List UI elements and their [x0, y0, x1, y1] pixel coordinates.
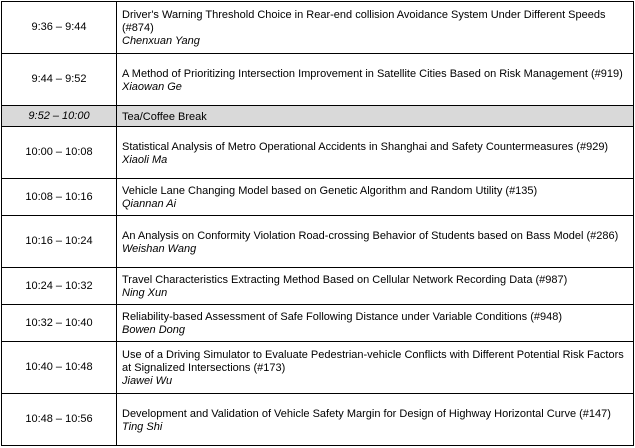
time-slot: 10:48 – 10:56 — [2, 394, 117, 446]
table-row — [2, 216, 634, 268]
table-row — [2, 394, 634, 446]
talk-title: Statistical Analysis of Metro Operational Accidents in Shanghai and Safety Countermeasures (#929) — [122, 140, 609, 153]
table-row — [2, 342, 634, 394]
table-row — [2, 2, 634, 54]
talk-title: Vehicle Lane Changing Model based on Genetic Algorithm and Random Utility (#135) — [122, 185, 538, 197]
talk-cell — [117, 2, 634, 54]
talk-author: Qiannan Ai — [122, 198, 177, 210]
talk-cell — [117, 179, 634, 216]
table-row — [2, 305, 634, 342]
time-slot: 9:36 – 9:44 — [2, 2, 117, 54]
break-row — [2, 106, 634, 127]
talk-cell — [117, 305, 634, 342]
talk-title: Driver's Warning Threshold Choice in Rear-end collision Avoidance System Under Different Speeds (#874) — [122, 9, 606, 34]
talk-author: Chenxuan Yang — [122, 35, 200, 47]
time-slot: 9:52 – 10:00 — [2, 106, 117, 127]
schedule-table — [1, 1, 634, 446]
talk-author: Jiawei Wu — [122, 375, 173, 387]
table-row — [2, 268, 634, 305]
talk-cell — [117, 268, 634, 305]
time-slot: 10:16 – 10:24 — [2, 216, 117, 268]
talk-title: A Method of Prioritizing Intersection Improvement in Satellite Cities Based on Risk Management (#919) — [122, 67, 623, 80]
talk-author: Ning Xun — [122, 287, 168, 299]
talk-author: Bowen Dong — [122, 324, 185, 336]
talk-title: Reliability-based Assessment of Safe Following Distance under Variable Conditions (#948) — [122, 311, 563, 323]
talk-title: Travel Characteristics Extracting Method Based on Cellular Network Recording Data (#987) — [122, 274, 568, 286]
talk-title: An Analysis on Conformity Violation Road-crossing Behavior of Students based on Bass Model (#286) — [122, 229, 619, 242]
talk-cell — [117, 394, 634, 446]
talk-author: Ting Shi — [122, 420, 163, 433]
talk-cell — [117, 342, 634, 394]
talk-author: Weishan Wang — [122, 242, 197, 255]
break-title: Tea/Coffee Break — [122, 110, 207, 123]
talk-title: Development and Validation of Vehicle Safety Margin for Design of Highway Horizontal Curve (#147) — [122, 407, 611, 420]
table-row — [2, 54, 634, 106]
break-cell — [117, 106, 634, 127]
time-slot: 10:32 – 10:40 — [2, 305, 117, 342]
time-slot: 9:44 – 9:52 — [2, 54, 117, 106]
talk-cell — [117, 127, 634, 179]
talk-author: Xiaowan Ge — [122, 80, 182, 93]
talk-title: Use of a Driving Simulator to Evaluate Pedestrian-vehicle Conflicts with Different Potential Risk Factors at Signalized Intersections (#173) — [122, 349, 624, 374]
talk-author: Xiaoli Ma — [122, 153, 168, 166]
table-row — [2, 179, 634, 216]
time-slot: 10:00 – 10:08 — [2, 127, 117, 179]
time-slot: 10:24 – 10:32 — [2, 268, 117, 305]
talk-cell — [117, 54, 634, 106]
table-row — [2, 127, 634, 179]
time-slot: 10:40 – 10:48 — [2, 342, 117, 394]
time-slot: 10:08 – 10:16 — [2, 179, 117, 216]
talk-cell — [117, 216, 634, 268]
